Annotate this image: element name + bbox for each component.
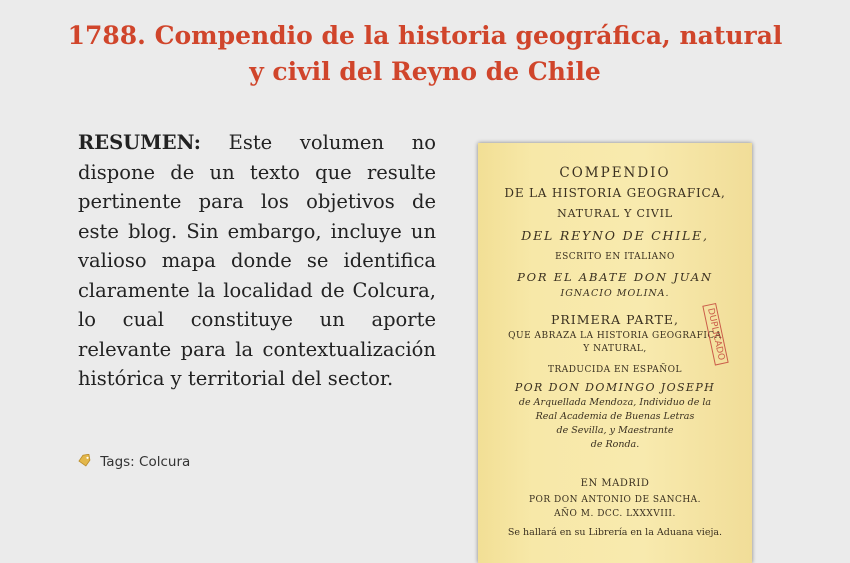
summary-paragraph [78,128,436,394]
summary-label: RESUMEN: [78,131,201,154]
cover-line: NATURAL Y CIVIL [557,207,673,220]
cover-line: de Arquellada Mendoza, Individuo de la [518,397,712,408]
post-title [0,18,850,90]
cover-line: TRADUCIDA EN ESPAÑOL [547,365,683,375]
tag-icon [78,454,92,468]
cover-line: PRIMERA PARTE, [550,312,679,327]
cover-line: Se hallará en su Librería en la Aduana vieja. [507,527,723,538]
cover-line: POR DON ANTONIO DE SANCHA. [528,495,702,505]
cover-line: DEL REYNO DE CHILE, [521,228,709,243]
library-stamp: DUPLICADO [702,303,728,366]
post-title-line-2: y civil del Reyno de Chile [249,57,601,86]
cover-line: ESCRITO EN ITALIANO [555,252,675,262]
tags-row [78,454,190,470]
cover-line: de Ronda. [590,439,640,450]
cover-line: QUE ABRAZA LA HISTORIA GEOGRAFICA [508,331,722,341]
cover-line: AÑO M. DCC. LXXXVIII. [554,509,676,519]
book-cover-image [478,143,752,563]
cover-line: de Sevilla, y Maestrante [556,425,674,436]
cover-line: Real Academia de Buenas Letras [535,411,695,422]
cover-line: IGNACIO MOLINA. [560,288,670,299]
post-title-line-1: 1788. Compendio de la historia geográfica, natural [67,21,783,50]
cover-line: DE LA HISTORIA GEOGRAFICA, [504,186,726,200]
tag-link-colcura[interactable]: Colcura [139,454,191,470]
cover-line: COMPENDIO [559,165,671,181]
summary-text: Este volumen no dispone de un texto que resulte pertinente para los objetivos de este blog. Sin embargo, incluye un valioso mapa donde se identifica claramente la localidad de Colcura, lo cual constituye un aporte relevante para la contextualización histórica y territorial del sector. [78,131,436,390]
cover-line: EN MADRID [580,478,650,489]
cover-line: Y NATURAL, [583,344,647,354]
cover-line: POR EL ABATE DON JUAN [517,270,713,284]
tags-label: Tags: [100,454,135,470]
cover-line: POR DON DOMINGO JOSEPH [514,381,716,394]
